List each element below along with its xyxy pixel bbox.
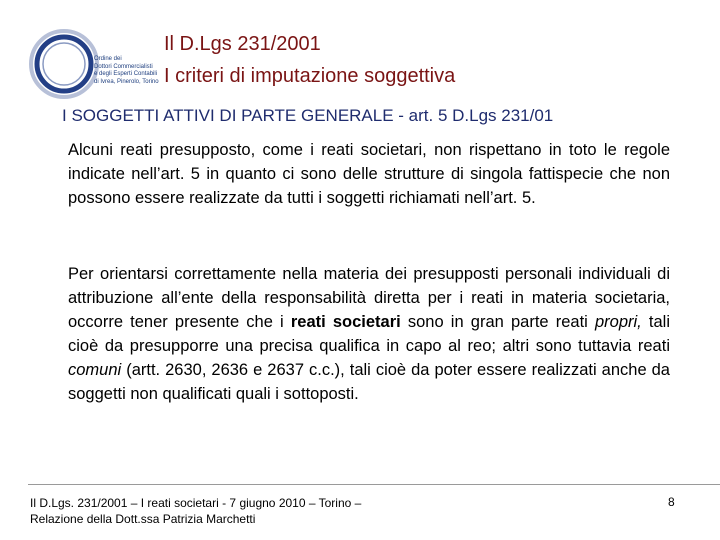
paragraph-text: sono in gran parte reati (400, 313, 595, 331)
logo-line: di Ivrea, Pinerolo, Torino (94, 78, 159, 85)
emphasis-italic: comuni (68, 361, 122, 379)
paragraph-text: Per orientarsi correttamente nella materia dei presupposti personali individuali di attribuzione all’ente della responsabilità diretta per i reati in materia societaria, occorre tener presente che i (68, 265, 670, 331)
body-paragraph-1: Alcuni reati presupposto, come i reati societari, non rispettano in toto le regole indicate nell’art. 5 in quanto ci sono delle strutture di singola fattispecie che non possono essere realizzate da tutti i soggetti richiamati nell’art. 5. (68, 141, 670, 207)
logo-line: Ordine dei (94, 56, 122, 62)
footer-divider (28, 484, 720, 485)
slide-subtitle: I criteri di imputazione soggettiva (164, 65, 456, 87)
page-number: 8 (668, 495, 675, 509)
logo-text (94, 56, 159, 86)
logo-line: e degli Esperti Contabili (94, 71, 158, 77)
footer-line: Relazione della Dott.ssa Patrizia Marchetti (30, 512, 256, 526)
section-heading: I SOGGETTI ATTIVI DI PARTE GENERALE - art. 5 D.Lgs 231/01 (62, 106, 554, 125)
slide-title: Il D.Lgs 231/2001 (164, 33, 321, 55)
emphasis-bold: reati societari (290, 313, 401, 331)
paragraph-text: tali cioè da presupporre una precisa qualifica in capo al reo; altri sono tuttavia reati (68, 313, 671, 355)
emphasis-italic: propri, (594, 313, 642, 331)
order-seal-icon (28, 20, 160, 110)
footer-text (30, 495, 361, 527)
logo-line: Dottori Commercialisti (94, 63, 153, 70)
footer-line: Il D.Lgs. 231/2001 – I reati societari - 7 giugno 2010 – Torino – (30, 496, 362, 510)
body-paragraph-2 (68, 262, 670, 406)
paragraph-text: (artt. 2630, 2636 e 2637 c.c.), tali cioè da poter essere realizzati anche da soggetti non qualificati quali i sottoposti. (68, 361, 670, 403)
